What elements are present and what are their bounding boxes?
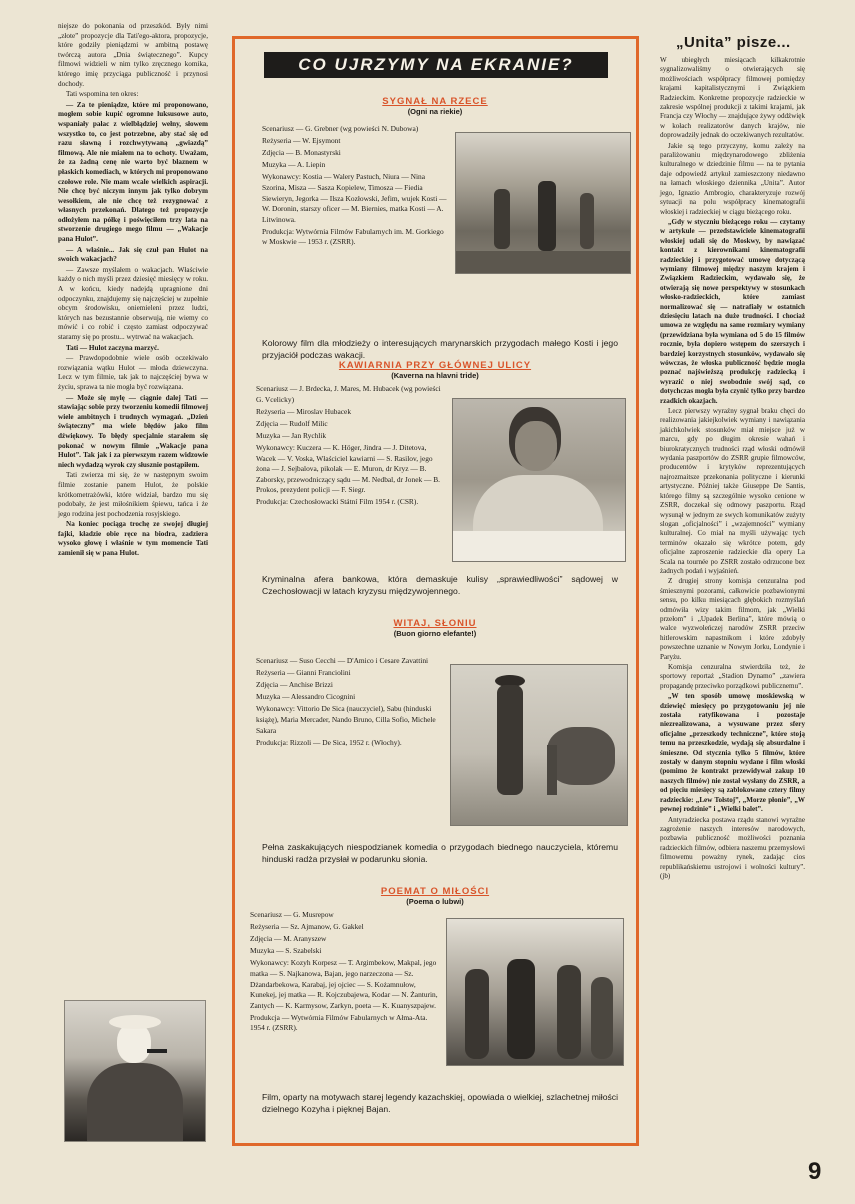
film-still-photo <box>452 398 626 562</box>
credit-line: Produkcja: Wytwórnia Filmów Fabularnych im. M. Gorkiego w Moskwie — 1953 r. (ZSRR). <box>262 226 444 247</box>
film-summary: Pełna zaskakujących niespodzianek komedia o przygodach biednego nauczyciela, któremu hinduski radża przysłał w podarunku słonia. <box>262 842 618 864</box>
left-paragraph: — A właśnie... Jak się czuł pan Hulot na swoich wakacjach? <box>58 245 208 264</box>
credit-line: Produkcja: Rizzoli — De Sica, 1952 r. (Włochy). <box>256 737 402 747</box>
right-paragraph: W ubiegłych miesiącach kilkakrotnie sygnalizowaliśmy o otwierających się możliwościach współpracy filmowej pomiędzy krajami kapitalistycznymi i Związkiem Radzieckim. Konkretne propozycje radzieckie w zakresie wspólnej produkcji z takimi krajami, jak Francja czy Włochy — znajdujące żywy oddźwięk w kołach realizatorów danych krajów, nie doprowadziły jednak do oczekiwanych rezultatów. <box>660 56 805 140</box>
left-paragraph: Tati zwierza mi się, że w następnym swoim filmie zostanie panem Hulot, że polskie krótkometrażówki, które widział, bardzo mu się podobały, że jest miłośnikiem śpiewu, tańca i że jego rodzina jest pochodzenia rosyjskiego. <box>58 471 208 518</box>
film-credits <box>256 656 442 750</box>
film-credits <box>256 384 448 510</box>
film-still-photo <box>446 918 624 1066</box>
right-paragraph: Antyradziecka postawa rządu stanowi wyraźne zagrożenie naszych interesów narodowych, pozbawia publiczność możliwości poznania radzieckich filmów, odbiera naszemu przemysłowi filmowemu poważny rynek, zadając cios republikańskiemu ustrojowi i wolności kultury”. (jb) <box>660 815 805 880</box>
film-heading <box>250 360 620 380</box>
credit-line: Muzyka — S. Szabelski <box>250 946 322 956</box>
left-paragraph: — Za te pieniądze, które mi proponowano, mogłem sobie kupić ogromne luksusowe auto, wspaniały pałac z wielbłądziej wełny, słowem wszystko to, co jest potrzebne, aby stać się od razu sławną i rozchwytywaną „gwiazdą” filmową. Ale nie miałem na to ochoty. Uważam, że za żadną cenę nie warto być błaznem w płaskich komediach, w których mi proponowano czołowe role. Nie mam wcale wielkich aspiracji. Nie chcę być niczym innym jak tylko dobrym wesołkiem, ale nie chcę też rezygnować z własnych przekonań. Dlatego też propozycje odłożyłem na półkę i poświęciłem trzy lata na stworzenie drugiego mego filmu — „Wakacje pana Hulot”. <box>58 100 208 244</box>
film-heading <box>250 618 620 638</box>
credit-line: Reżyseria — Miroslav Hubacek <box>256 406 352 416</box>
left-paragraph: Na koniec pociąga trochę ze swojej długiej fajki, kładzie obie ręce na biodra, zadziera wysoko głowę i właśnie w tym momencie Tati zamienił się w pana Hulot. <box>58 520 208 558</box>
photo-figure-coat <box>87 1063 183 1141</box>
page-number: 9 <box>808 1158 822 1185</box>
photo-figure-head <box>117 1023 151 1063</box>
right-paragraph: Lecz pierwszy wyraźny sygnał braku chęci do realizowania jakiejkolwiek wymiany i nawiązania jakichkolwiek stosunków miał miejsce już w marcu, gdy po długim okresie wahań i biurokratycznych trudności rząd włoski odmówił wydania paszportów do ZSRR grupie filmowców, producentów i krytyków reprezentujących najrozmaitsze przekonania polityczne i kierunki artystyczne. Później także Giuseppe De Santis, którego filmy są szczególnie wysoko cenione w ZSRR, doczekał się odmowy paszportu. Rząd wysunął w jednym ze swych komunikatów zużyty slogan „oficjalności” i „wzajemności” wymiany kulturalnej. Co miał na myśli używając tych terminów okazało się wkrótce potem, gdy oficjalne zaproszenie radzieckie dla opery La Scala na tournée po ZSRR zostało odrzucone bez żadnych podań i wyjaśnień. <box>660 407 805 575</box>
film-title: POEMAT O MIŁOŚCI <box>380 886 490 897</box>
right-paragraph: Jakie są tego przyczyny, komu zależy na paraliżowaniu międzynarodowego zbliżenia kulturalnego w dziedzinie filmu — na te pytania daje odpowiedź artykuł zamieszczony niedawno na łamach włoskiego dziennika „Unita”. Autor jego, Ignazio Ambrogio, charakteryzuje rozwój sytuacji na polu współpracy kinematografii włoskiej i radzieckiej w ciągu bieżącego roku. <box>660 141 805 216</box>
credit-line: Reżyseria — W. Ejsymont <box>262 136 341 146</box>
right-paragraph: Z drugiej strony komisja cenzuralna pod śmiesznymi pozorami, całkowicie pozbawionymi sensu, po kilku miesiącach głębokich rozmyślań odmówiła wizy takim filmom, jak „Wielki przełom” i „Upadek Berlina”, które mówią o walce wyzwoleńczej narodów ZSRR przeciw hitlerowskim napastnikom i które zdobyły powszechne uznanie w Nowym Jorku, Londynie i Paryżu. <box>660 577 805 661</box>
credit-line: Zdjęcia — M. Aranyszew <box>250 934 327 944</box>
right-paragraph: „W ten sposób umowę moskiewską w dziewięć miesięcy po przygotowaniu jej nie została ratyfikowana i pozostaje niezrealizowana, a wysuwane przez sfery oficjalne „przeszkody techniczne”, które stoją temu na przeszkodzie, wydają się absurdalne i śmieszne. Od stycznia tylko 5 filmów, które zostały w danym stopniu wydane i film włoski (pomimo że kontrakt przewidywał zakup 10 naszych filmów) nie został wysłany do ZSRR, a od pięciu miesięcy są zablokowane cztery filmy radzieckie: „Lew Tołstoj”, „Morze płonie”, „W pewnej rodzinie” i „Wielki balet”. <box>660 692 805 814</box>
credit-line: Wykonawcy: Vittorio De Sica (nauczyciel), Sabu (hinduski książę), Maria Mercader, Nando Bruno, Cilla Sofio, Michele Sakara <box>256 704 436 735</box>
section-banner: CO UJRZYMY NA EKRANIE? <box>264 52 608 78</box>
film-credits <box>262 124 448 250</box>
left-paragraph: — Zawsze myślałem o wakacjach. Właściwie każdy o nich myśli przez dziesięć miesięcy w roku. A w końcu, kiedy nadejdą upragnione dni odpoczynku, znajdujemy się najczęściej w zupełnie obcym środowisku, oniemieleni przez ludzi, których nas bezustannie obserwują, nie wiemy co mówić i co robić i często zamiast odpoczywać staramy się po prostu... wytrwać na wakacjach. <box>58 265 208 341</box>
credit-line: Scenariusz — Suso Cecchi — D'Amico i Cesare Zavattini <box>256 656 429 665</box>
credit-line: Scenariusz — J. Brdecka, J. Mares, M. Hubacek (wg powieści G. Vcelicky) <box>256 384 441 404</box>
film-credits <box>250 910 438 1036</box>
film-still-photo <box>455 132 631 274</box>
film-summary: Film, oparty na motywach starej legendy kazachskiej, opowiada o wielkiej, szlachetnej miłości dzielnego Kozyha i pięknej Bajan. <box>262 1092 618 1114</box>
credit-line: Muzyka — Jan Rychlik <box>256 430 327 440</box>
article-title: „Unita” pisze... <box>676 34 791 51</box>
tati-portrait-photo <box>64 1000 206 1142</box>
credit-line: Wykonawcy: Kuczera — K. Höger, Jindra — J. Ditetova, Wacek — V. Voska, Właściciel kawiarni — S. Rasilov, jego żona — J. Sejbalova, pikolak — E. Muron, dr Kryz — B. Zaborsky, przewodniczący sądu — M. Nedbal, dr Jonek — B. Prokos, prezydent policji — F. Siegr. <box>256 442 441 495</box>
film-heading <box>250 96 620 116</box>
credit-line: Zdjęcia — Rudolf Milic <box>256 418 328 428</box>
credit-line: Muzyka — Alessandro Cicognini <box>256 692 356 702</box>
film-title: KAWIARNIA PRZY GŁÓWNEJ ULICY <box>338 360 532 371</box>
left-paragraph: Tati wspomina ten okres: <box>66 90 139 99</box>
credit-line: Zdjęcia — B. Monastyrski <box>262 148 341 158</box>
left-paragraph: niejsze do pokonania od przeszkód. Były nimi „złote” propozycje dla Tati'ego-aktora, propozycje, które godziły pieniądzmi w ambitną postawę twórczą autora „Dnia świątecznego”. Kupcy filmowi widzieli w nim tylko zręcznego komika, którego imię przyciąga publiczność i przynosi dochody. <box>58 22 208 88</box>
credit-line: Zdjęcia — Anchise Brizzi <box>256 680 333 690</box>
credit-line: Muzyka — A. Liepin <box>262 160 326 170</box>
credit-line: Produkcja: Czechosłowacki Státní Film 1954 r. (CSR). <box>256 497 419 507</box>
left-paragraph: — Może się mylę — ciągnie dalej Tati — stawiając sobie przy tworzeniu komedii filmowej wiele ambitnych i trudnych wymagań. „Dzień świąteczny” ma wiele błędów jako film dźwiękowy. To błędy specjalnie starałem się pokonać w nowym filmie „Wakacje pana Hulot”. Tak jak i za pierwszym razem widzowie niech wydadzą wyrok czy słusznie postąpiłem. <box>58 393 208 469</box>
film-summary: Kolorowy film dla młodzieży o interesujących marynarskich przygodach małego Kosti i jego przyjaciół podczas wakacji. <box>262 338 618 360</box>
film-original-title: (Poema o lubwi) <box>406 897 464 906</box>
film-title: WITAJ, SŁONIU <box>393 618 477 629</box>
film-title: SYGNAŁ NA RZECE <box>382 96 488 107</box>
film-heading <box>250 886 620 906</box>
film-original-title: (Kaverna na hlavni tride) <box>391 371 479 380</box>
film-original-title: (Ogni na riekie) <box>407 107 463 116</box>
photo-figure-pipe <box>147 1049 167 1053</box>
photo-figure-hat <box>109 1015 161 1029</box>
left-paragraph: — Prawdopodobnie wiele osób oczekiwało rozwiązania wątku Hulot — młoda dziewczyna. Lecz w tym filmie, tak jak to najczęściej bywa w życiu, sprawa ta nie mogła być rozwiązana. <box>58 354 208 391</box>
credit-line: Reżyseria — Gianni Franciolini <box>256 668 351 678</box>
credit-line: Wykonawcy: Kostia — Walery Pastuch, Niura — Nina Szorina, Misza — Sasza Kopielew, Timosza — Fiedia Siewieryn, Jegorka — Ilsza Kozłowski, Jefim, wujek Kosti — W. Doronin, starszy oficer — M. Biernies, matka Kosti — A. Litwinowa. <box>262 172 447 224</box>
credit-line: Reżyseria — Sz. Ajmanow, G. Gakkel <box>250 922 364 932</box>
right-column-article <box>660 56 805 882</box>
film-summary: Kryminalna afera bankowa, która demaskuje kulisy „sprawiedliwości” sądowej w Czechosłowacji w latach kryzysu międzywojennego. <box>262 574 618 596</box>
credit-line: Scenariusz — G. Grebner (wg powieści N. Dubowa) <box>262 124 419 133</box>
film-original-title: (Buon giorno elefante!) <box>393 629 477 638</box>
credit-line: Wykonawcy: Kozyh Korpesz — T. Argimbekow, Makpal, jego matka — S. Najkanowa, Bajan, jego narzeczona — Sz. Dżandarbekowa, Karabaj, jej ojciec — S. Kożamnułow, Kunekej, jej matka — R. Kojczubajewa, Kodar — N. Żanturin, Zantych — K. Karmysow, Zarkyn, poeta — K. Kuanyszpajew. <box>250 958 438 1010</box>
left-column-article <box>58 22 208 560</box>
left-paragraph: Tati — Hulot zaczyna marzyć. <box>66 343 159 352</box>
right-paragraph: „Gdy w styczniu bieżącego roku — czytamy w artykule — przedstawiciele kinematografii włoskiej udali się do Moskwy, by nawiązać kontakt z kierownikami kinematografii radzieckiej i przygotować umowę dotyczącą wymiany filmowej między naszym krajem i Związkiem Radzieckim, wydawało się, że otwierają się nowe perspektywy w stosunkach włosko-radzieckich, które zamiast normalizować się — natrafiały w ostatnich dziesięciu latach na duże trudności. I chociaż umowa ze względu na same rozmiary wymiany (przewidziana była wymiana od 5 do 15 filmów rocznie, była dopiero wstępem do szerszych i bardziej korzystnych stosunków, wydawało się wówczas, że włoska publiczność będzie mogła poznać najświeższą produkcję radziecką i wyrazić o niej swobodnie swój sąd, co dotychczas mogła była czynić tylko przy bardzo rzadkich okazjach. <box>660 217 805 405</box>
right-paragraph: Komisja cenzuralna stwierdziła też, że sportowy reportaż „Stadion Dynamo” „zawiera propagandę przeciwko porządkowi publicznemu”. <box>660 663 805 690</box>
credit-line: Produkcja — Wytwórnia Filmów Fabularnych w Ałma-Ata. 1954 r. (ZSRR). <box>250 1012 428 1033</box>
credit-line: Scenariusz — G. Musrepow <box>250 910 334 919</box>
film-still-photo <box>450 664 628 826</box>
